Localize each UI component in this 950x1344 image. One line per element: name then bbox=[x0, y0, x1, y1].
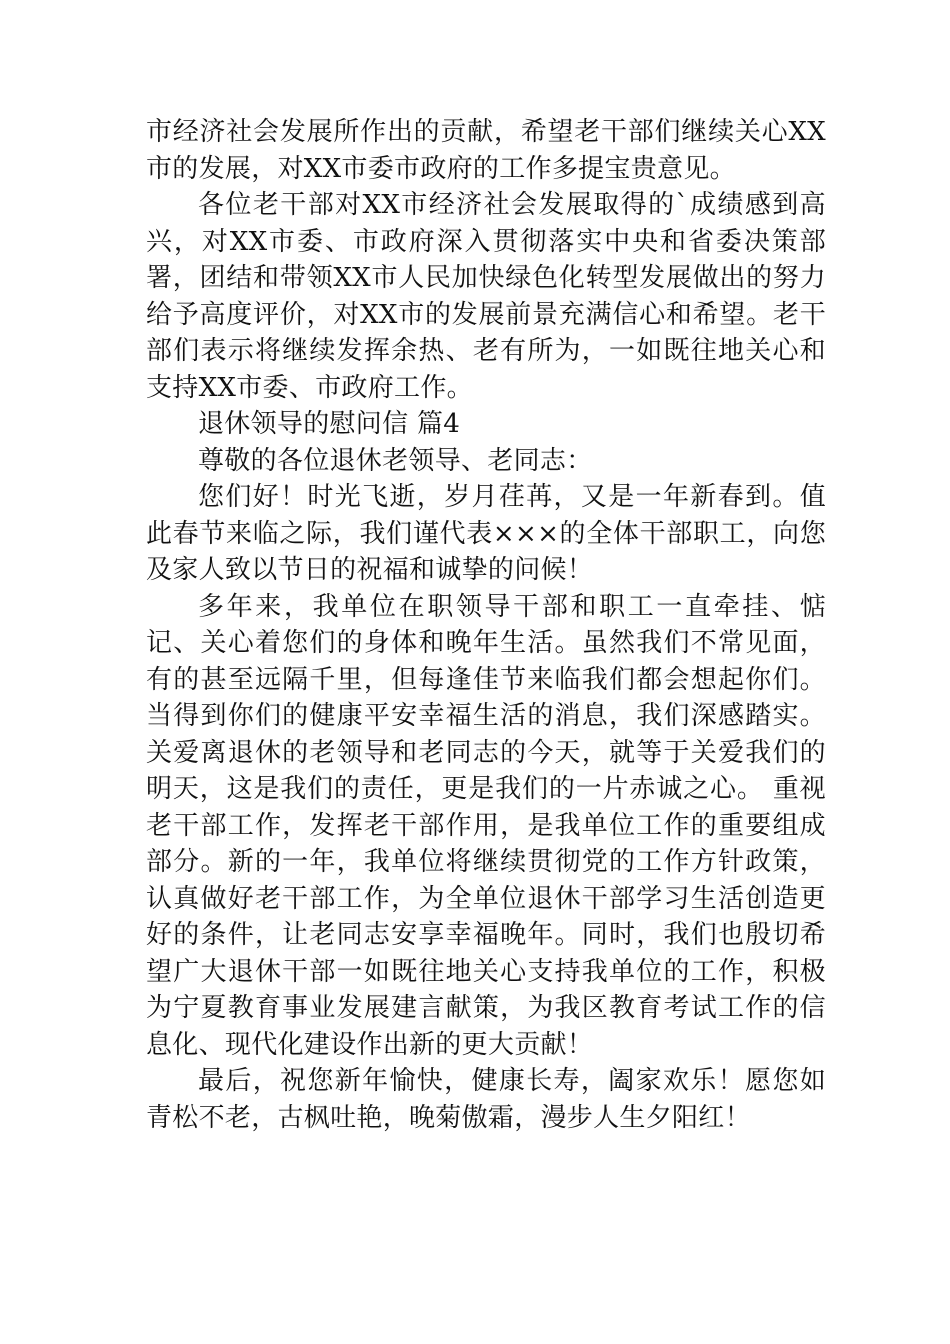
section-heading: 退休领导的慰问信 篇4 bbox=[198, 409, 461, 439]
document-body bbox=[146, 114, 826, 1136]
paragraph-main-body: 多年来，我单位在职领导干部和职工一直牵挂、惦记、关心着您们的身体和晚年生活。虽然我们不常见面，有的甚至远隔千里，但每逢佳节来临我们都会想起你们。当得到你们的健康平安幸福生活的消息，我们深感踏实。关爱离退休的老领导和老同志的今天，就等于关爱我们的明天，这是我们的责任，更是我们的一片赤诚之心。 重视老干部工作，发挥老干部作用，是我单位工作的重要组成部分。新的一年，我单位将继续贯彻党的工作方针政策，认真做好老干部工作，为全单位退休干部学习生活创造更好的条件，让老同志安享幸福晚年。同时，我们也殷切希望广大退休干部一如既往地关心支持我单位的工作，积极为宁夏教育事业发展建言献策，为我区教育考试工作的信息化、现代化建设作出新的更大贡献！ bbox=[146, 591, 826, 1060]
paragraph-closing-wishes: 最后，祝您新年愉快，健康长寿，阖家欢乐！愿您如青松不老，古枫吐艳，晚菊傲霜，漫步人生夕阳红！ bbox=[146, 1066, 826, 1133]
letter-salutation: 尊敬的各位退休老领导、老同志： bbox=[198, 445, 593, 476]
paragraph-continuation: 市经济社会发展所作出的贡献，希望老干部们继续关心XX市的发展，对XX市委市政府的工作多提宝贵意见。 bbox=[146, 117, 826, 184]
paragraph-cadres-feedback: 各位老干部对XX市经济社会发展取得的`成绩感到高兴，对XX市委、市政府深入贯彻落实中央和省委决策部署，团结和带领XX市人民加快绿色化转型发展做出的努力给予高度评价，对XX市的发展前景充满信心和希望。老干部们表示将继续发挥余热、老有所为，一如既往地关心和支持XX市委、市政府工作。 bbox=[146, 190, 826, 403]
paragraph-greeting: 您们好！时光飞逝，岁月荏苒，又是一年新春到。值此春节来临之际，我们谨代表×××的全体干部职工，向您及家人致以节日的祝福和诚挚的问候！ bbox=[146, 482, 826, 585]
